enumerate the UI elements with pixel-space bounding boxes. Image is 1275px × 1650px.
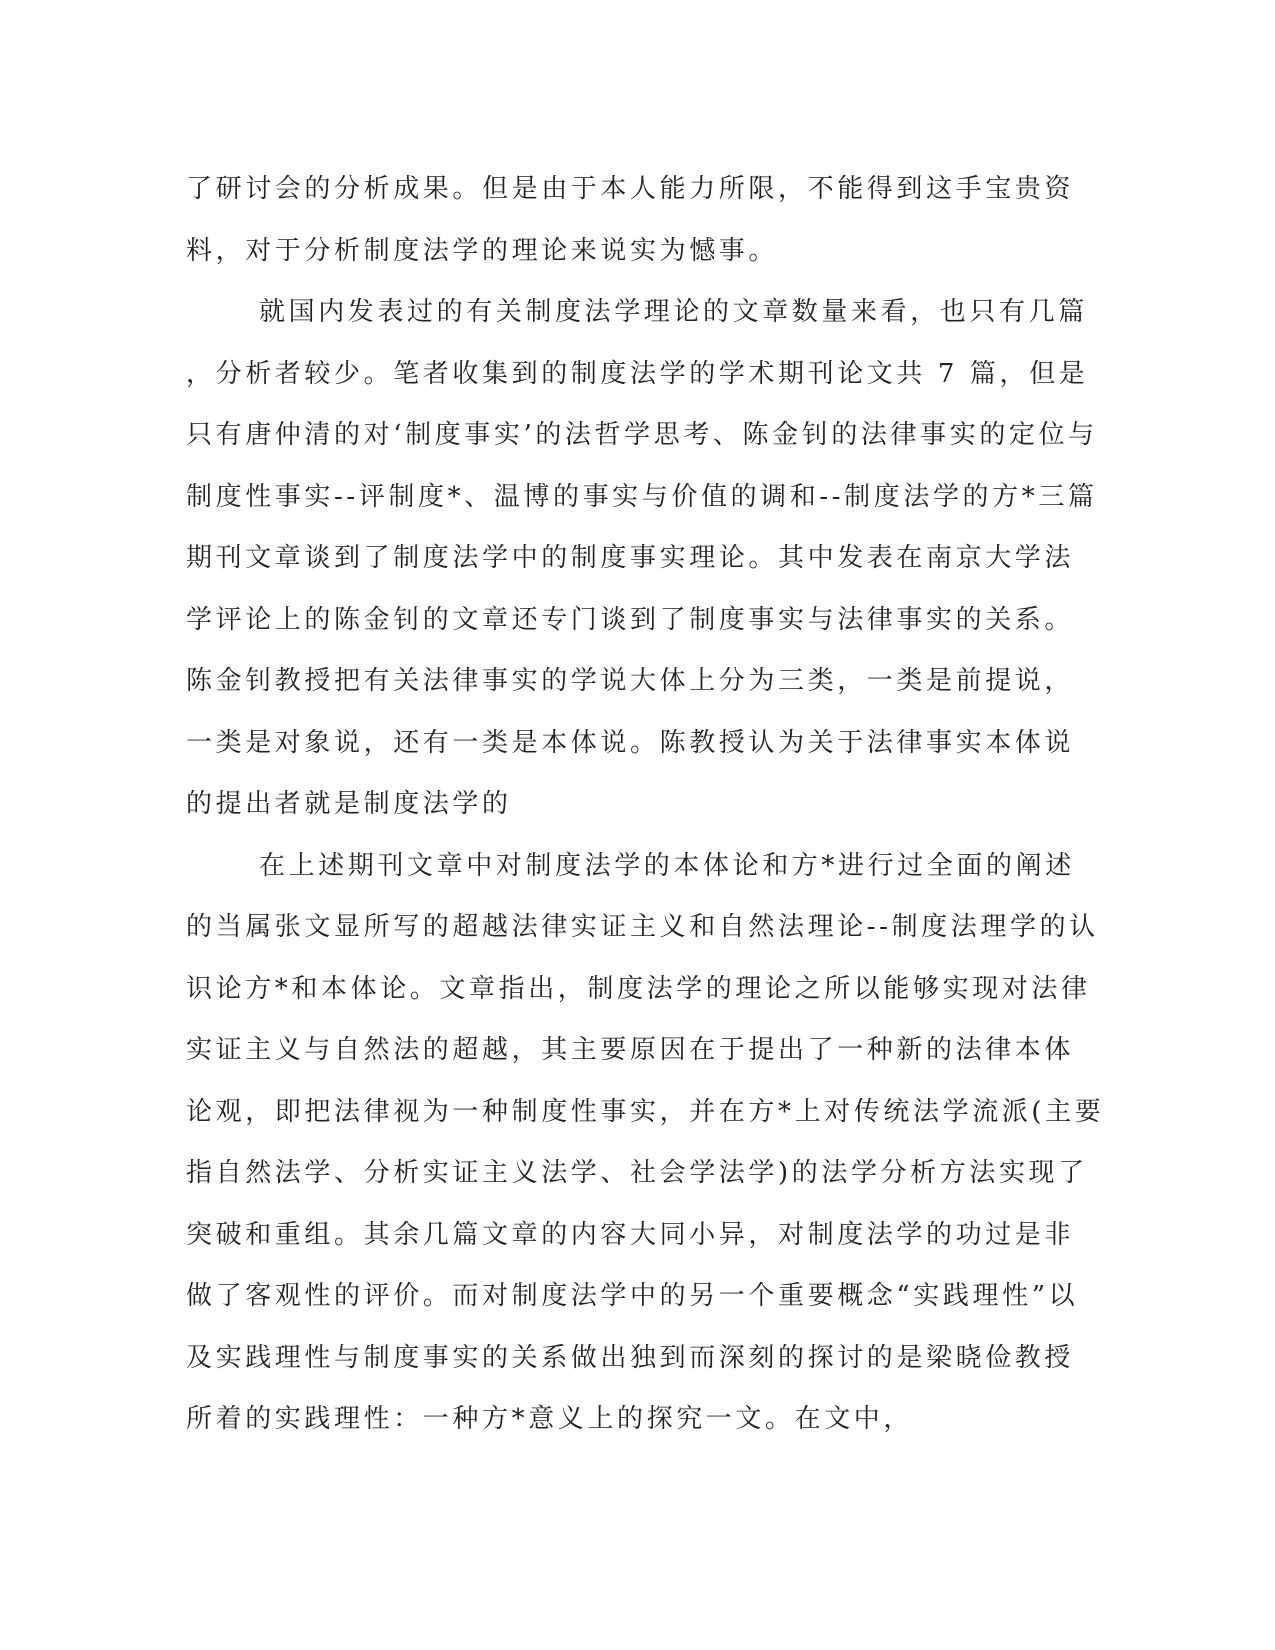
text-line: 的提出者就是制度法学的 xyxy=(186,789,512,819)
text-line: 实证主义与自然法的超越，其主要原因在于提出了一种新的法律本体 xyxy=(186,1035,1075,1065)
text-line: 所着的实践理性：一种方*意义上的探究一文。在文中， xyxy=(186,1404,914,1434)
text-line: 识论方*和本体论。文章指出，制度法学的理论之所以能够实现对法律 xyxy=(186,973,1091,1004)
text-line: 陈金钊教授把有关法律事实的学说大体上分为三类，一类是前提说， xyxy=(186,666,1075,696)
text-line: 及实践理性与制度事实的关系做出独到而深刻的探讨的是梁晓俭教授 xyxy=(186,1342,1075,1373)
text-line: 制度性事实--评制度*、温博的事实与价值的调和--制度法学的方*三篇 xyxy=(186,481,1098,512)
text-line: 只有唐仲清的对‘制度事实’的法哲学思考、陈金钊的法律事实的定位与 xyxy=(186,420,1098,450)
text-line: 期刊文章谈到了制度法学中的制度事实理论。其中发表在南京大学法 xyxy=(186,543,1075,573)
text-line: 料，对于分析制度法学的理论来说实为憾事。 xyxy=(186,235,779,266)
text-line: 的当属张文显所写的超越法律实证主义和自然法理论--制度法理学的认 xyxy=(186,912,1099,942)
paragraph-first-line: 在上述期刊文章中对制度法学的本体论和方*进行过全面的阐述 xyxy=(259,850,1075,881)
text-line: ，分析者较少。笔者收集到的制度法学的学术期刊论文共 7 篇，但是 xyxy=(186,358,1089,389)
text-line: 论观，即把法律视为一种制度性事实，并在方*上对传统法学流派(主要 xyxy=(186,1096,1105,1127)
text-line: 指自然法学、分析实证主义法学、社会学法学)的法学分析方法实现了 xyxy=(186,1158,1088,1188)
text-line: 了研讨会的分析成果。但是由于本人能力所限，不能得到这手宝贵资 xyxy=(186,174,1075,204)
text-line: 一类是对象说，还有一类是本体说。陈教授认为关于法律事实本体说 xyxy=(186,727,1075,758)
text-line: 学评论上的陈金钊的文章还专门谈到了制度事实与法律事实的关系。 xyxy=(186,604,1075,635)
body-text xyxy=(186,159,1105,1451)
paragraph-first-line: 就国内发表过的有关制度法学理论的文章数量来看，也只有几篇 xyxy=(259,297,1088,327)
text-line: 做了客观性的评价。而对制度法学中的另一个重要概念“实践理性”以 xyxy=(186,1281,1079,1311)
text-line: 突破和重组。其余几篇文章的内容大同小异，对制度法学的功过是非 xyxy=(186,1219,1075,1250)
